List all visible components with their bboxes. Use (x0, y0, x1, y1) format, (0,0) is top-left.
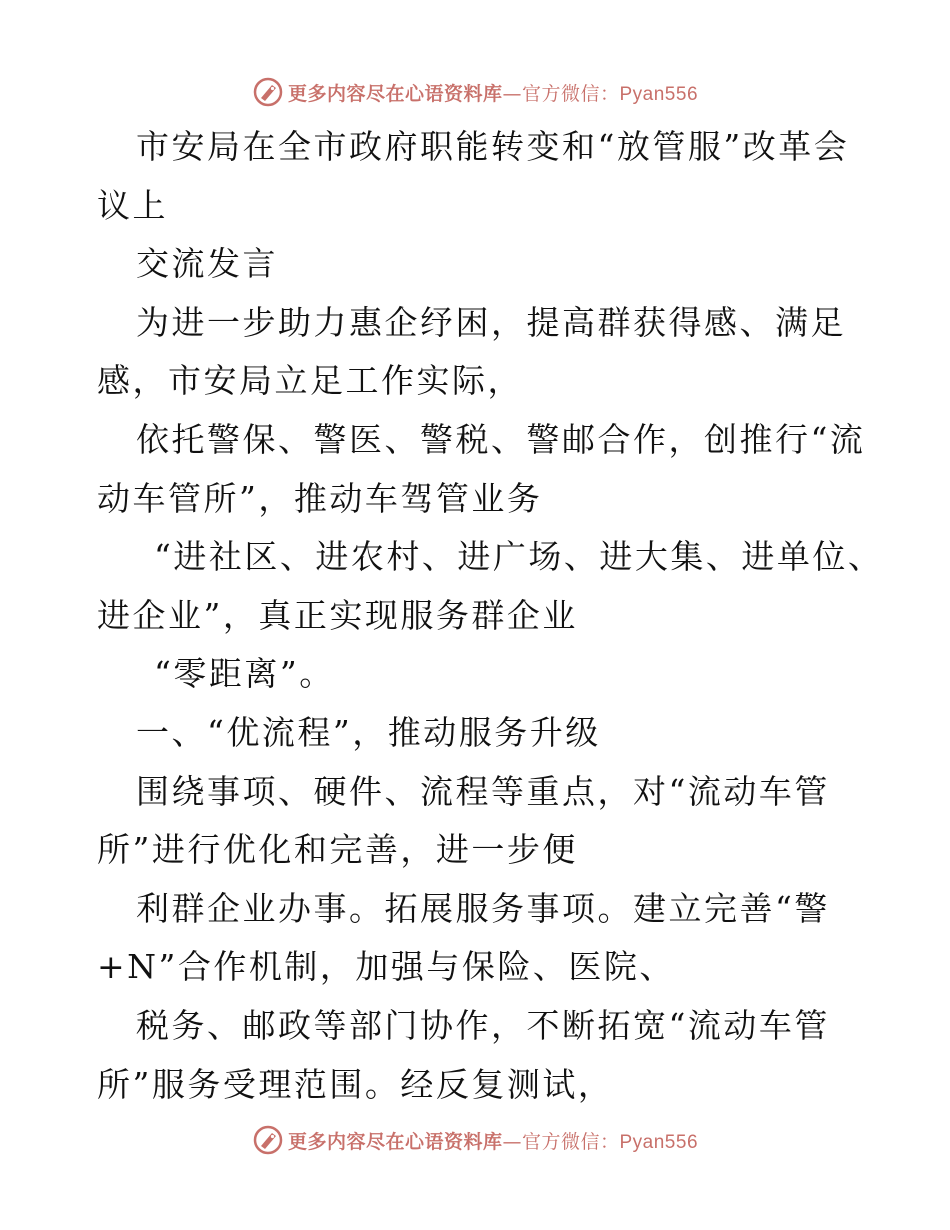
text-line: 依托警保、警医、警税、警邮合作，创推行“流 (136, 419, 866, 459)
header-watermark (0, 72, 950, 112)
pen-nib-logo-icon (252, 1124, 284, 1156)
text-line: 所”服务受理范围。经反复测试， (97, 1064, 614, 1104)
watermark-id: Pyan556 (619, 83, 699, 105)
text-line: 围绕事项、硬件、流程等重点，对“流动车管 (136, 771, 830, 811)
text-line: 进企业”，真正实现服务群企业 (97, 595, 578, 635)
text-line: 税务、邮政等部门协作，不断拓宽“流动车管 (136, 1005, 830, 1045)
text-line: 利群企业办事。拓展服务事项。建立完善“警 (136, 888, 830, 928)
watermark-main: 更多内容尽在心语资料库 (287, 82, 503, 105)
watermark-sub: 官方微信： (521, 1130, 620, 1153)
pen-nib-logo-icon (252, 76, 284, 108)
text-line: 市安局在全市政府职能转变和“放管服”改革会 (136, 127, 850, 166)
watermark-main: 更多内容尽在心语资料库 (287, 1130, 503, 1153)
watermark-sub: 官方微信： (521, 82, 620, 105)
text-line: 交流发言 (136, 244, 278, 284)
text-line: 动车管所”，推动车驾管业务 (97, 478, 543, 518)
document-body (97, 118, 884, 1114)
watermark-text (288, 79, 698, 106)
text-line: 议上 (97, 185, 168, 225)
footer-watermark (0, 1120, 950, 1160)
watermark-text (288, 1127, 698, 1154)
section-heading: 一、“优流程”，推动服务升级 (136, 712, 601, 752)
text-line: 感，市安局立足工作实际， (97, 361, 523, 401)
text-line: 为进一步助力惠企纾困，提高群获得感、满足 (136, 302, 846, 342)
watermark-separator: — (502, 1130, 522, 1153)
text-line: “零距离”。 (154, 654, 335, 694)
watermark-separator: — (502, 82, 522, 105)
text-line: 所”进行优化和完善，进一步便 (97, 830, 578, 870)
text-line: +N”合作机制，加强与保险、医院、 (97, 947, 675, 987)
text-line: “进社区、进农村、进广场、进大集、进单位、 (154, 537, 884, 577)
watermark-id: Pyan556 (619, 1131, 699, 1153)
